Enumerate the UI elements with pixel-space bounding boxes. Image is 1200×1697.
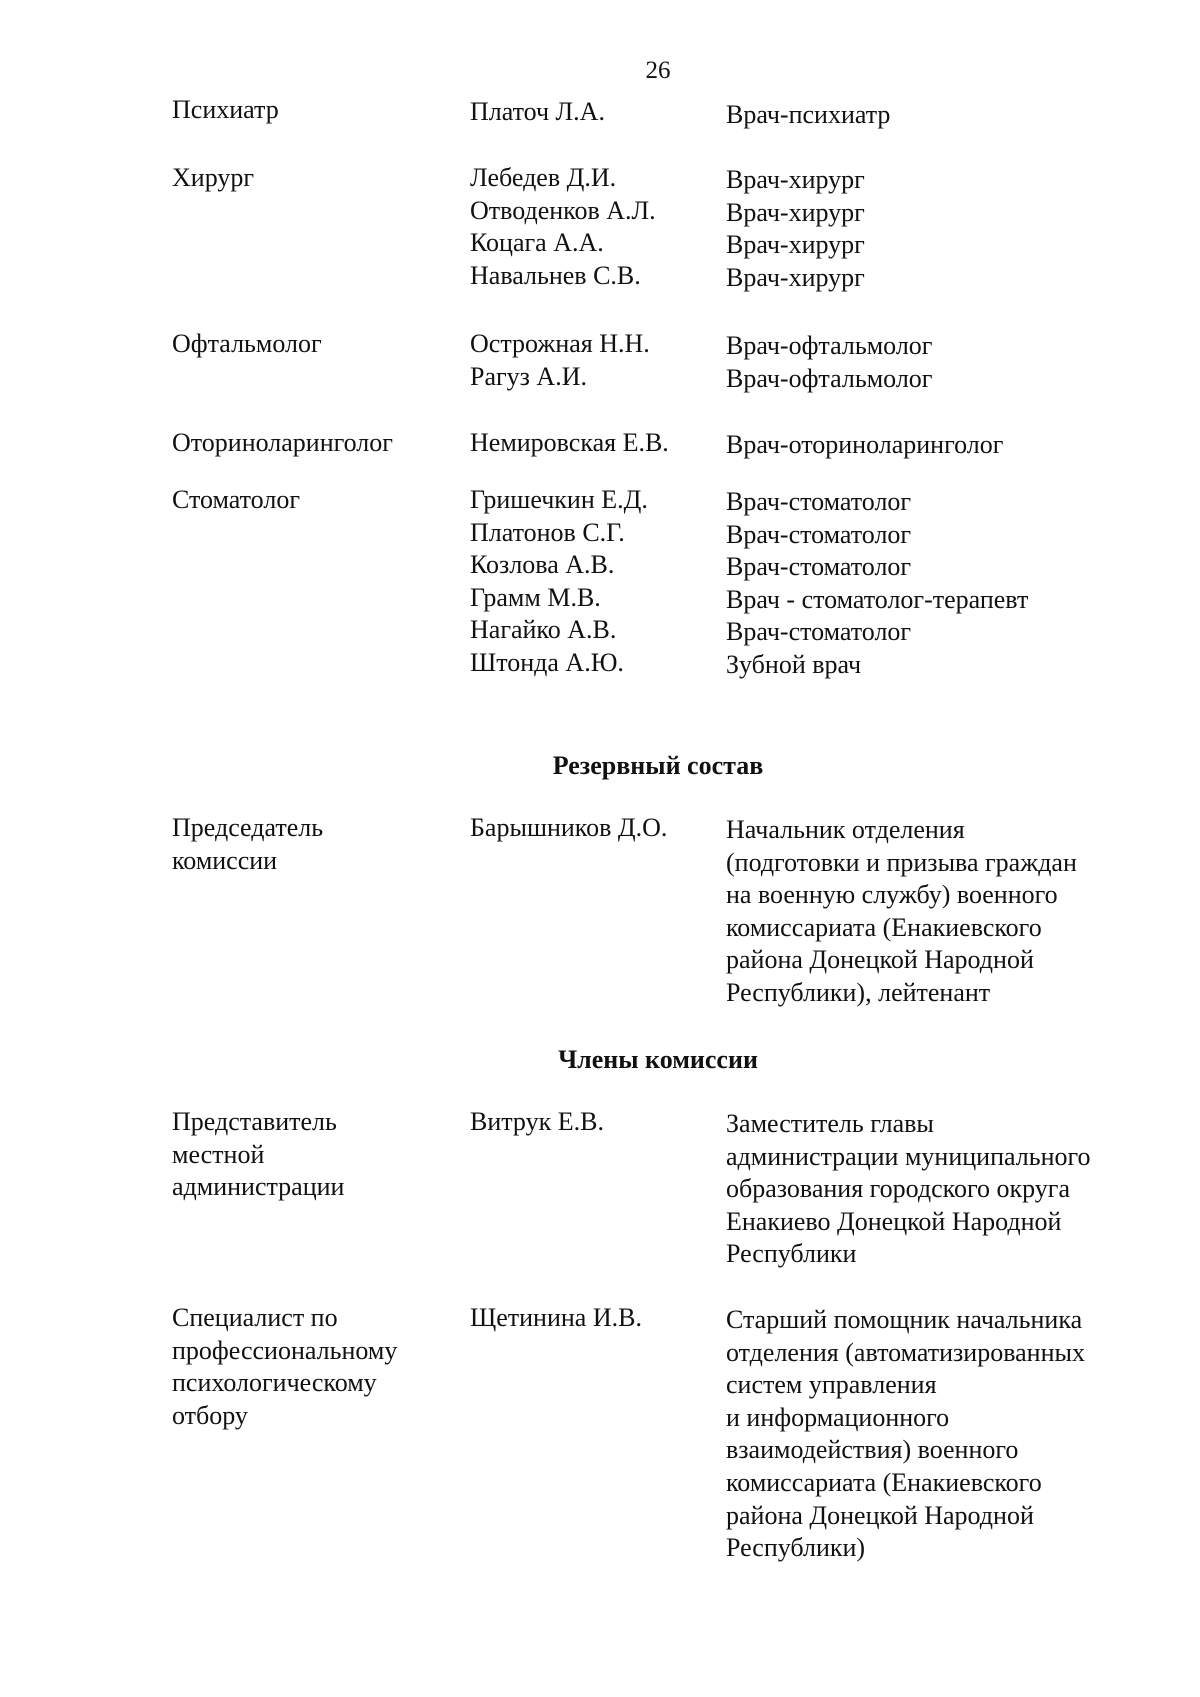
role-cell bbox=[172, 162, 457, 195]
role-line: администрации bbox=[172, 1172, 345, 1202]
position-line: Врач-офтальмолог bbox=[726, 363, 933, 393]
names-cell bbox=[470, 484, 720, 680]
role-line: Представитель bbox=[172, 1107, 337, 1136]
position-line: Врач-хирург bbox=[726, 262, 865, 292]
position-line: систем управления bbox=[726, 1370, 937, 1400]
role-line: Офтальмолог bbox=[172, 329, 322, 358]
person-name: Гришечкин Е.Д. bbox=[470, 485, 648, 514]
role-cell bbox=[172, 427, 457, 460]
position-line: Зубной врач bbox=[726, 649, 862, 679]
position-line: Врач - стоматолог-терапевт bbox=[726, 584, 1029, 614]
role-line: психологическому bbox=[172, 1368, 377, 1398]
role-line: Председатель bbox=[172, 813, 324, 842]
position-line: Врач-стоматолог bbox=[726, 617, 912, 647]
role-cell bbox=[172, 812, 457, 877]
role-line: отбору bbox=[172, 1400, 248, 1430]
names-cell bbox=[470, 812, 720, 845]
role-line: Хирург bbox=[172, 163, 255, 192]
position-line: Енакиево Донецкой Народной bbox=[726, 1206, 1062, 1236]
person-name: Грамм М.В. bbox=[470, 582, 601, 612]
person-name: Штонда А.Ю. bbox=[470, 647, 624, 677]
role-line: местной bbox=[172, 1139, 265, 1169]
role-line: Психиатр bbox=[172, 95, 279, 124]
role-cell bbox=[172, 94, 457, 127]
position-line: района Донецкой Народной bbox=[726, 945, 1034, 975]
position-line: взаимодействия) военного bbox=[726, 1435, 1019, 1465]
position-line: администрации муниципального bbox=[726, 1141, 1091, 1171]
position-line: комиссариата (Енакиевского bbox=[726, 912, 1042, 942]
person-name: Навальнев С.В. bbox=[470, 260, 641, 290]
person-name: Платонов С.Г. bbox=[470, 517, 625, 547]
names-cell bbox=[470, 427, 720, 460]
positions-cell bbox=[726, 330, 1146, 395]
position-line: образования городского округа bbox=[726, 1174, 1071, 1204]
positions-cell bbox=[726, 486, 1146, 682]
person-name: Отводенков А.Л. bbox=[470, 195, 656, 225]
position-line: и информационного bbox=[726, 1402, 950, 1432]
position-line: (подготовки и призыва граждан bbox=[726, 847, 1077, 877]
position-line: Старший помощник начальника bbox=[726, 1305, 1083, 1334]
position-line: комиссариата (Енакиевского bbox=[726, 1467, 1042, 1497]
role-cell bbox=[172, 484, 457, 517]
names-cell bbox=[470, 1302, 720, 1335]
names-cell bbox=[470, 1106, 720, 1139]
position-line: Заместитель главы bbox=[726, 1109, 934, 1138]
positions-cell bbox=[726, 1304, 1146, 1565]
positions-cell bbox=[726, 1108, 1146, 1271]
role-line: комиссии bbox=[172, 845, 278, 875]
position-line: Врач-стоматолог bbox=[726, 552, 912, 582]
position-line: Республики bbox=[726, 1239, 857, 1269]
person-name: Немировская Е.В. bbox=[470, 428, 669, 457]
person-name: Козлова А.В. bbox=[470, 550, 615, 580]
person-name: Лебедев Д.И. bbox=[470, 163, 617, 192]
position-line: Республики) bbox=[726, 1533, 866, 1563]
role-cell bbox=[172, 328, 457, 361]
person-name: Острожная Н.Н. bbox=[470, 329, 650, 358]
positions-cell bbox=[726, 814, 1146, 1010]
position-line: Республики), лейтенант bbox=[726, 977, 991, 1007]
position-line: Врач-офтальмолог bbox=[726, 331, 933, 360]
position-line: Начальник отделения bbox=[726, 815, 965, 844]
position-line: Врач-хирург bbox=[726, 230, 865, 260]
role-line: профессиональному bbox=[172, 1335, 398, 1365]
person-name: Коцага А.А. bbox=[470, 228, 604, 258]
positions-cell bbox=[726, 99, 1146, 132]
position-line: на военную службу) военного bbox=[726, 880, 1058, 910]
members-heading: Члены комиссии bbox=[558, 1045, 758, 1074]
names-cell bbox=[470, 162, 720, 292]
names-cell bbox=[470, 328, 720, 393]
position-line: Врач-стоматолог bbox=[726, 487, 912, 516]
positions-cell bbox=[726, 429, 1146, 462]
person-name: Нагайко А.В. bbox=[470, 615, 617, 645]
role-cell bbox=[172, 1302, 457, 1432]
position-line: отделения (автоматизированных bbox=[726, 1337, 1085, 1367]
person-name: Платоч Л.А. bbox=[470, 97, 605, 126]
position-line: Врач-стоматолог bbox=[726, 519, 912, 549]
position-line: Врач-хирург bbox=[726, 197, 865, 227]
person-name: Витрук Е.В. bbox=[470, 1107, 604, 1136]
position-line: Врач-хирург bbox=[726, 165, 865, 194]
page-number: 26 bbox=[645, 57, 671, 84]
role-line: Стоматолог bbox=[172, 485, 300, 514]
role-line: Специалист по bbox=[172, 1303, 338, 1332]
position-line: Врач-психиатр bbox=[726, 100, 891, 129]
position-line: Врач-оториноларинголог bbox=[726, 430, 1004, 459]
role-line: Оториноларинголог bbox=[172, 428, 393, 457]
person-name: Рагуз А.И. bbox=[470, 361, 587, 391]
names-cell bbox=[470, 96, 720, 129]
role-cell bbox=[172, 1106, 457, 1204]
person-name: Барышников Д.О. bbox=[470, 813, 668, 842]
reserve-heading: Резервный состав bbox=[552, 751, 764, 780]
position-line: района Донецкой Народной bbox=[726, 1500, 1034, 1530]
person-name: Щетинина И.В. bbox=[470, 1303, 642, 1332]
positions-cell bbox=[726, 164, 1146, 294]
